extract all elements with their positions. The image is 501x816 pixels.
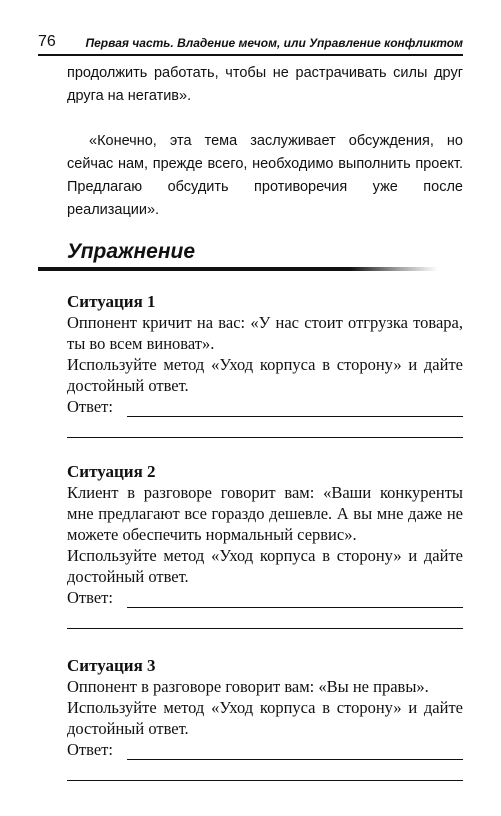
situation-2-answer-label: Ответ:	[67, 588, 113, 607]
situation-1-text: Оппонент кричит на вас: «У нас стоит отгрузка товара, ты во всем виноват».	[67, 313, 463, 353]
situation-2-instruction: Используйте метод «Уход корпуса в сторону» и дайте достойный ответ.	[67, 546, 463, 586]
situation-2-extra-line[interactable]	[67, 608, 463, 629]
situation-2-title: Ситуация 2	[67, 462, 156, 481]
intro-paragraph-2: «Конечно, эта тема заслуживает обсуждения, но сейчас нам, прежде всего, необходимо выполнить проект. Предлагаю обсудить противоречия уже после реализации».	[67, 133, 463, 218]
situation-2	[67, 461, 463, 629]
exercise-heading: Упражнение	[67, 240, 196, 263]
situation-3-answer-row	[67, 739, 463, 760]
situation-1	[67, 291, 463, 438]
situation-1-answer-label: Ответ:	[67, 397, 113, 416]
situation-1-instruction: Используйте метод «Уход корпуса в сторону» и дайте достойный ответ.	[67, 355, 463, 395]
situation-1-extra-line[interactable]	[67, 417, 463, 438]
situation-2-answer-row	[67, 587, 463, 608]
situation-3-instruction: Используйте метод «Уход корпуса в сторону» и дайте достойный ответ.	[67, 698, 463, 738]
running-head	[38, 30, 463, 56]
situation-1-answer-line[interactable]	[127, 400, 463, 417]
situation-1-answer-row	[67, 396, 463, 417]
situation-3-text: Оппонент в разговоре говорит вам: «Вы не правы».	[67, 677, 429, 696]
intro-paragraph-1: продолжить работать, чтобы не растрачивать силы друг друга на негатив».	[67, 65, 463, 104]
situation-2-answer-line[interactable]	[127, 591, 463, 608]
situation-3-answer-line[interactable]	[127, 743, 463, 760]
situation-3-extra-line[interactable]	[67, 760, 463, 781]
situation-2-text: Клиент в разговоре говорит вам: «Ваши конкуренты мне предлагают все гораздо дешевле. А вы мне даже не можете обеспечить нормальный сервис».	[67, 483, 463, 544]
situation-3-title: Ситуация 3	[67, 656, 156, 675]
heading-rule	[38, 267, 438, 271]
situation-1-title: Ситуация 1	[67, 292, 156, 311]
page-number: 76	[38, 33, 56, 50]
running-head-title: Первая часть. Владение мечом, или Управление конфликтом	[85, 36, 463, 50]
situation-3-answer-label: Ответ:	[67, 740, 113, 759]
situation-3	[67, 655, 463, 781]
